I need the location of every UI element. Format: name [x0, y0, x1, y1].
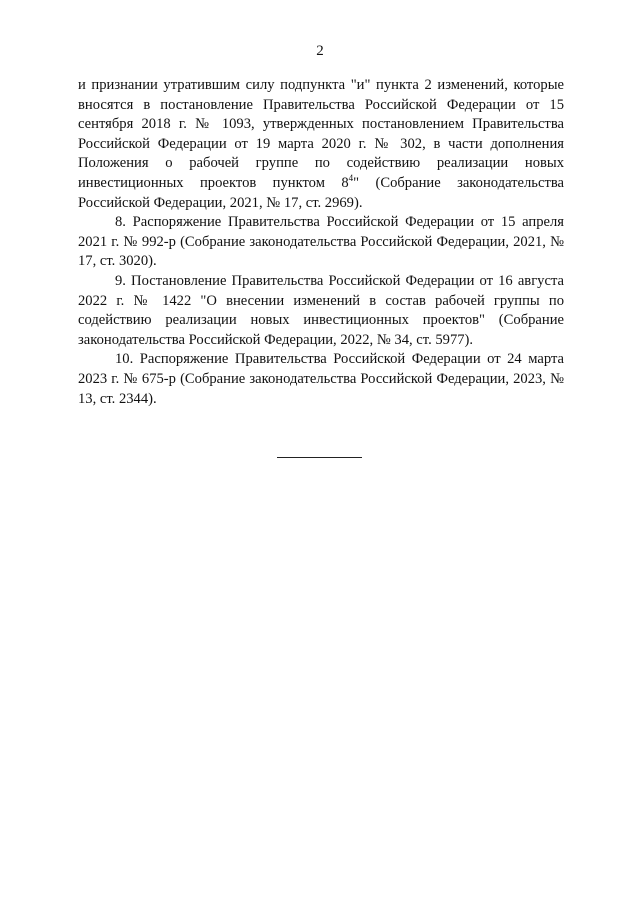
paragraph-continuation — [78, 76, 564, 213]
list-item-9: 9. Постановление Правительства Российской Федерации от 16 августа 2022 г. № 1422 "О внесении изменений в состав рабочей группы по содействию реализации новых инвестиционных проектов" (Собрание законодательства Российской Федерации, 2022, № 34, ст. 5977). — [78, 272, 564, 348]
document-body — [78, 76, 564, 409]
superscript: 4 — [348, 172, 354, 183]
page-number: 2 — [316, 43, 324, 59]
end-of-document-rule — [277, 457, 362, 458]
list-item-8: 8. Распоряжение Правительства Российской Федерации от 15 апреля 2021 г. № 992-р (Собрание законодательства Российской Федерации, 2021, № 17, ст. 3020). — [78, 214, 564, 270]
paragraph-tail: " (Собрание законодательства Российской Федерации, 2021, № 17, ст. 2969). — [78, 174, 564, 211]
paragraph-text: и признании утратившим силу подпункта "и" пункта 2 изменений, которые вносятся в постановление Правительства Российской Федерации от 15 сентября 2018 г. № 1093, утвержденных постановлением Правительства Российской Федерации от 19 марта 2020 г. № 302, в части дополнения Положения о рабочей группе по содействию реализации новых инвестиционных проектов пунктом 8 — [78, 77, 564, 191]
list-item-10: 10. Распоряжение Правительства Российской Федерации от 24 марта 2023 г. № 675-р (Собрание законодательства Российской Федерации, 2023, № 13, ст. 2344). — [78, 351, 564, 407]
